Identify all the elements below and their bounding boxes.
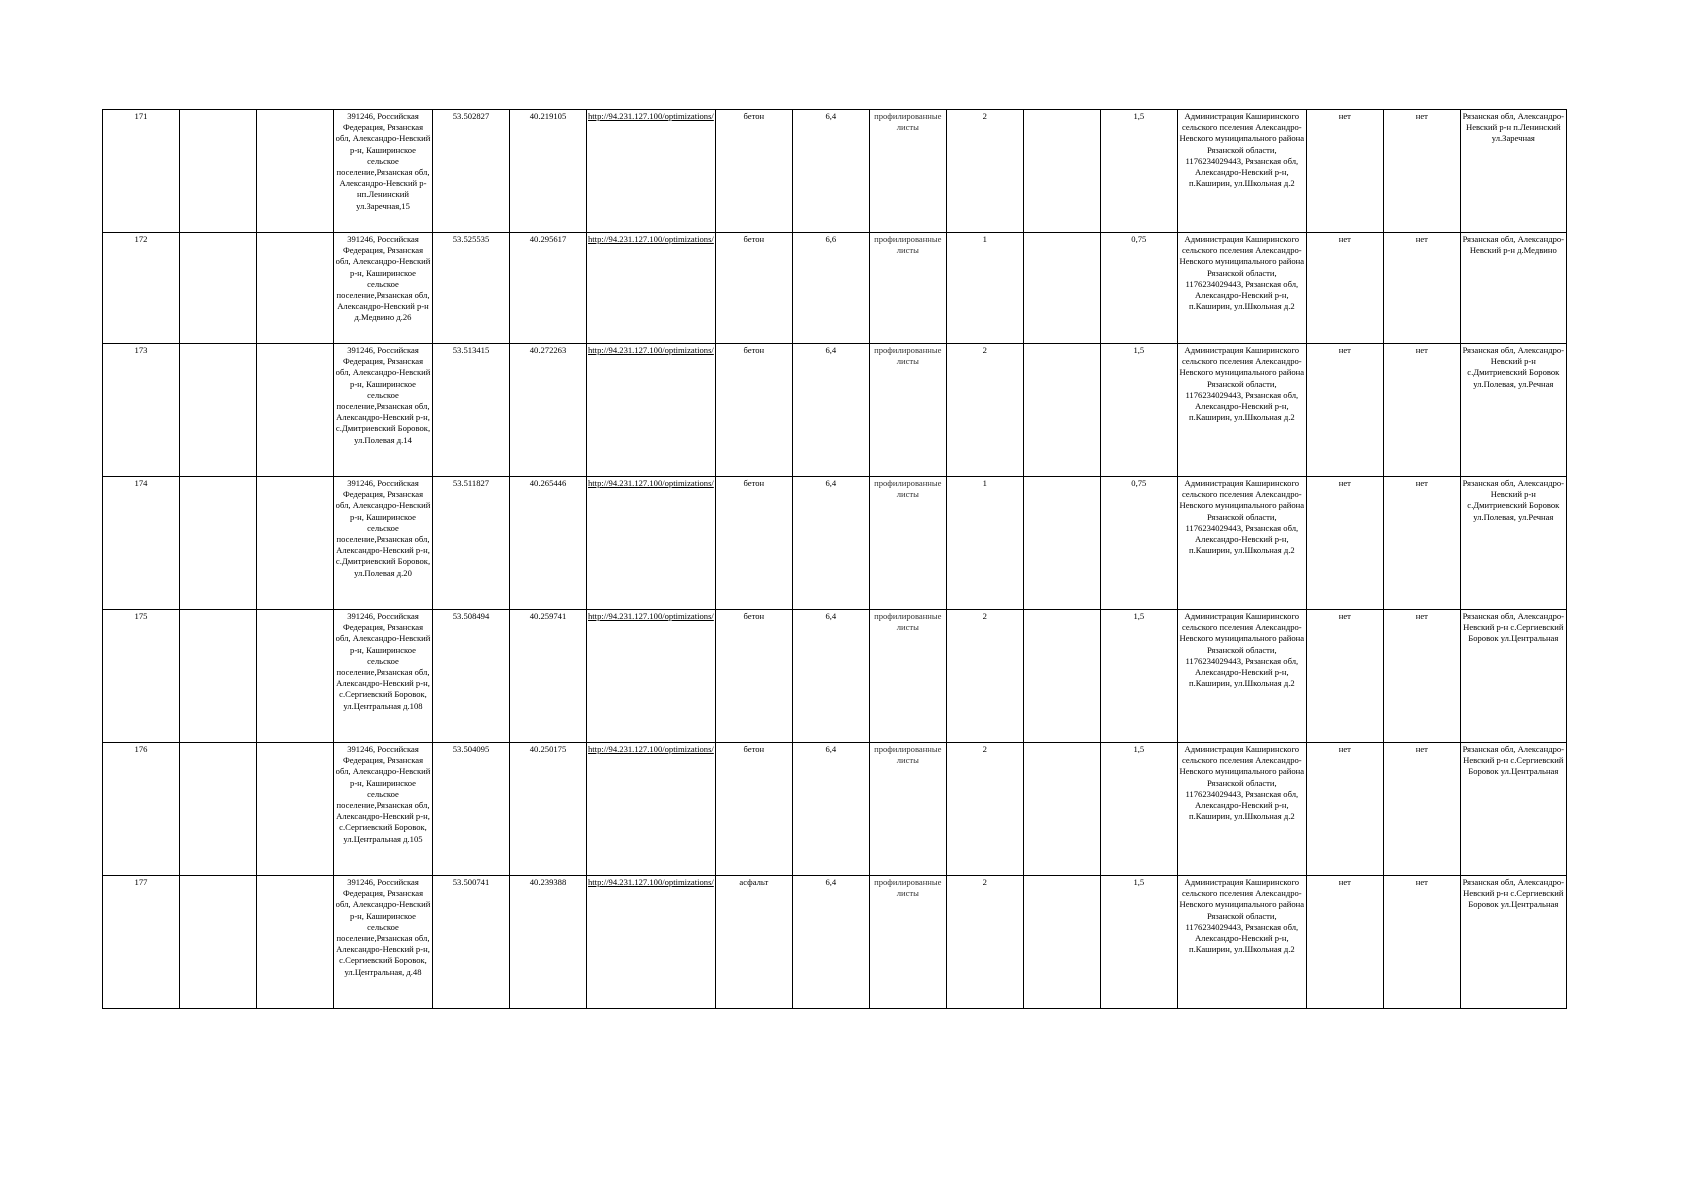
volume-cell: 1,5 xyxy=(1100,876,1177,1009)
area-cell: 6,4 xyxy=(792,344,869,477)
map-link[interactable]: http://94.231.127.100/optimizations/ xyxy=(587,344,716,477)
empty-cell xyxy=(1023,110,1100,233)
area-cell: 6,4 xyxy=(792,876,869,1009)
fence-material-cell: профилированные листы xyxy=(869,233,946,344)
volume-cell: 1,5 xyxy=(1100,743,1177,876)
flag-cell: нет xyxy=(1306,477,1383,610)
empty-cell xyxy=(180,233,257,344)
area-cell: 6,4 xyxy=(792,610,869,743)
empty-cell xyxy=(1023,610,1100,743)
table-row xyxy=(103,344,1567,477)
flag-cell: нет xyxy=(1383,110,1460,233)
volume-cell: 1,5 xyxy=(1100,344,1177,477)
empty-cell xyxy=(257,876,334,1009)
waste-sources-cell: Рязанская обл, Александро-Невский р-н с.Дмитриевский Боровок ул.Полевая, ул.Речная xyxy=(1460,477,1566,610)
row-number: 171 xyxy=(103,110,180,233)
row-number: 173 xyxy=(103,344,180,477)
flag-cell: нет xyxy=(1383,477,1460,610)
latitude-cell: 53.504095 xyxy=(433,743,510,876)
flag-cell: нет xyxy=(1306,743,1383,876)
empty-cell xyxy=(257,233,334,344)
row-number: 175 xyxy=(103,610,180,743)
flag-cell: нет xyxy=(1306,110,1383,233)
empty-cell xyxy=(180,876,257,1009)
area-cell: 6,6 xyxy=(792,233,869,344)
table-row xyxy=(103,110,1567,233)
area-cell: 6,4 xyxy=(792,477,869,610)
fence-material-cell: профилированные листы xyxy=(869,610,946,743)
surface-cell: бетон xyxy=(715,610,792,743)
volume-cell: 0,75 xyxy=(1100,233,1177,344)
latitude-cell: 53.525535 xyxy=(433,233,510,344)
map-link[interactable]: http://94.231.127.100/optimizations/ xyxy=(587,876,716,1009)
surface-cell: бетон xyxy=(715,743,792,876)
fence-material-cell: профилированные листы xyxy=(869,110,946,233)
map-link[interactable]: http://94.231.127.100/optimizations/ xyxy=(587,233,716,344)
map-link[interactable]: http://94.231.127.100/optimizations/ xyxy=(587,610,716,743)
waste-sources-cell: Рязанская обл, Александро-Невский р-н с.Сергиевский Боровок ул.Центральная xyxy=(1460,876,1566,1009)
longitude-cell: 40.265446 xyxy=(510,477,587,610)
flag-cell: нет xyxy=(1383,344,1460,477)
row-number: 174 xyxy=(103,477,180,610)
address-cell: 391246, Российская Федерация, Рязанская обл, Александро-Невский р-н, Каширинское сельское поселение,Рязанская обл, Александро-Невский р-н, с.Сергиевский Боровок, ул.Центральная д.108 xyxy=(334,610,433,743)
longitude-cell: 40.250175 xyxy=(510,743,587,876)
flag-cell: нет xyxy=(1306,610,1383,743)
surface-cell: бетон xyxy=(715,233,792,344)
address-cell: 391246, Российская Федерация, Рязанская обл, Александро-Невский р-н, Каширинское сельское поселение,Рязанская обл, Александро-Невский р-н, с.Сергиевский Боровок, ул.Центральная д.105 xyxy=(334,743,433,876)
empty-cell xyxy=(180,477,257,610)
owner-cell: Администрация Каширинского сельского пселения Александро-Невского муниципального района Рязанской области, 1176234029443, Рязанская обл, Александро-Невский р-н, п.Каширин, ул.Школьная д.2 xyxy=(1177,477,1306,610)
area-cell: 6,4 xyxy=(792,110,869,233)
flag-cell: нет xyxy=(1306,344,1383,477)
latitude-cell: 53.508494 xyxy=(433,610,510,743)
fence-material-cell: профилированные листы xyxy=(869,876,946,1009)
table-row xyxy=(103,743,1567,876)
registry-table xyxy=(102,109,1567,1009)
surface-cell: асфальт xyxy=(715,876,792,1009)
map-link[interactable]: http://94.231.127.100/optimizations/ xyxy=(587,743,716,876)
table-row xyxy=(103,477,1567,610)
empty-cell xyxy=(180,743,257,876)
latitude-cell: 53.511827 xyxy=(433,477,510,610)
owner-cell: Администрация Каширинского сельского пселения Александро-Невского муниципального района Рязанской области, 1176234029443, Рязанская обл, Александро-Невский р-н, п.Каширин, ул.Школьная д.2 xyxy=(1177,233,1306,344)
empty-cell xyxy=(257,344,334,477)
flag-cell: нет xyxy=(1306,876,1383,1009)
volume-cell: 1,5 xyxy=(1100,110,1177,233)
volume-cell: 0,75 xyxy=(1100,477,1177,610)
volume-cell: 1,5 xyxy=(1100,610,1177,743)
flag-cell: нет xyxy=(1383,610,1460,743)
empty-cell xyxy=(1023,344,1100,477)
address-cell: 391246, Российская Федерация, Рязанская обл, Александро-Невский р-н, Каширинское сельское поселение,Рязанская обл, Александро-Невский р-н д.Медвино д.26 xyxy=(334,233,433,344)
flag-cell: нет xyxy=(1383,743,1460,876)
container-count-cell: 2 xyxy=(946,610,1023,743)
fence-material-cell: профилированные листы xyxy=(869,344,946,477)
latitude-cell: 53.500741 xyxy=(433,876,510,1009)
flag-cell: нет xyxy=(1306,233,1383,344)
waste-sources-cell: Рязанская обл, Александро-Невский р-н д.Медвино xyxy=(1460,233,1566,344)
owner-cell: Администрация Каширинского сельского пселения Александро-Невского муниципального района Рязанской области, 1176234029443, Рязанская обл, Александро-Невский р-н, п.Каширин, ул.Школьная д.2 xyxy=(1177,743,1306,876)
empty-cell xyxy=(180,610,257,743)
waste-sources-cell: Рязанская обл, Александро-Невский р-н с.Сергиевский Боровок ул.Центральная xyxy=(1460,743,1566,876)
table-row xyxy=(103,233,1567,344)
map-link[interactable]: http://94.231.127.100/optimizations/ xyxy=(587,477,716,610)
owner-cell: Администрация Каширинского сельского пселения Александро-Невского муниципального района Рязанской области, 1176234029443, Рязанская обл, Александро-Невский р-н, п.Каширин, ул.Школьная д.2 xyxy=(1177,610,1306,743)
longitude-cell: 40.295617 xyxy=(510,233,587,344)
surface-cell: бетон xyxy=(715,110,792,233)
map-link[interactable]: http://94.231.127.100/optimizations/ xyxy=(587,110,716,233)
address-cell: 391246, Российская Федерация, Рязанская обл, Александро-Невский р-н, Каширинское сельское поселение,Рязанская обл, Александро-Невский р-н, с.Дмитриевский Боровок, ул.Полевая д.14 xyxy=(334,344,433,477)
empty-cell xyxy=(180,344,257,477)
empty-cell xyxy=(1023,477,1100,610)
area-cell: 6,4 xyxy=(792,743,869,876)
table-row xyxy=(103,610,1567,743)
container-count-cell: 1 xyxy=(946,477,1023,610)
empty-cell xyxy=(257,743,334,876)
latitude-cell: 53.502827 xyxy=(433,110,510,233)
surface-cell: бетон xyxy=(715,344,792,477)
empty-cell xyxy=(1023,876,1100,1009)
empty-cell xyxy=(1023,233,1100,344)
empty-cell xyxy=(257,610,334,743)
longitude-cell: 40.219105 xyxy=(510,110,587,233)
longitude-cell: 40.239388 xyxy=(510,876,587,1009)
container-count-cell: 2 xyxy=(946,110,1023,233)
container-count-cell: 2 xyxy=(946,344,1023,477)
container-count-cell: 2 xyxy=(946,743,1023,876)
address-cell: 391246, Российская Федерация, Рязанская обл, Александро-Невский р-н, Каширинское сельское поселение,Рязанская обл, Александро-Невский р-нп.Ленинский ул.Заречная,15 xyxy=(334,110,433,233)
empty-cell xyxy=(1023,743,1100,876)
fence-material-cell: профилированные листы xyxy=(869,743,946,876)
owner-cell: Администрация Каширинского сельского пселения Александро-Невского муниципального района Рязанской области, 1176234029443, Рязанская обл, Александро-Невский р-н, п.Каширин, ул.Школьная д.2 xyxy=(1177,344,1306,477)
address-cell: 391246, Российская Федерация, Рязанская обл, Александро-Невский р-н, Каширинское сельское поселение,Рязанская обл, Александро-Невский р-н, с.Сергиевский Боровок, ул.Центральная, д.48 xyxy=(334,876,433,1009)
container-count-cell: 1 xyxy=(946,233,1023,344)
fence-material-cell: профилированные листы xyxy=(869,477,946,610)
owner-cell: Администрация Каширинского сельского пселения Александро-Невского муниципального района Рязанской области, 1176234029443, Рязанская обл, Александро-Невский р-н, п.Каширин, ул.Школьная д.2 xyxy=(1177,876,1306,1009)
surface-cell: бетон xyxy=(715,477,792,610)
address-cell: 391246, Российская Федерация, Рязанская обл, Александро-Невский р-н, Каширинское сельское поселение,Рязанская обл, Александро-Невский р-н, с.Дмитриевский Боровок, ул.Полевая д.20 xyxy=(334,477,433,610)
row-number: 176 xyxy=(103,743,180,876)
longitude-cell: 40.272263 xyxy=(510,344,587,477)
row-number: 177 xyxy=(103,876,180,1009)
owner-cell: Администрация Каширинского сельского пселения Александро-Невского муниципального района Рязанской области, 1176234029443, Рязанская обл, Александро-Невский р-н, п.Каширин, ул.Школьная д.2 xyxy=(1177,110,1306,233)
flag-cell: нет xyxy=(1383,233,1460,344)
container-count-cell: 2 xyxy=(946,876,1023,1009)
flag-cell: нет xyxy=(1383,876,1460,1009)
empty-cell xyxy=(257,477,334,610)
empty-cell xyxy=(257,110,334,233)
latitude-cell: 53.513415 xyxy=(433,344,510,477)
table-row xyxy=(103,876,1567,1009)
waste-sources-cell: Рязанская обл, Александро-Невский р-н п.Ленинский ул.Заречная xyxy=(1460,110,1566,233)
longitude-cell: 40.259741 xyxy=(510,610,587,743)
row-number: 172 xyxy=(103,233,180,344)
waste-sources-cell: Рязанская обл, Александро-Невский р-н с.Дмитриевский Боровок ул.Полевая, ул.Речная xyxy=(1460,344,1566,477)
waste-sources-cell: Рязанская обл, Александро-Невский р-н с.Сергиевский Боровок ул.Центральная xyxy=(1460,610,1566,743)
empty-cell xyxy=(180,110,257,233)
